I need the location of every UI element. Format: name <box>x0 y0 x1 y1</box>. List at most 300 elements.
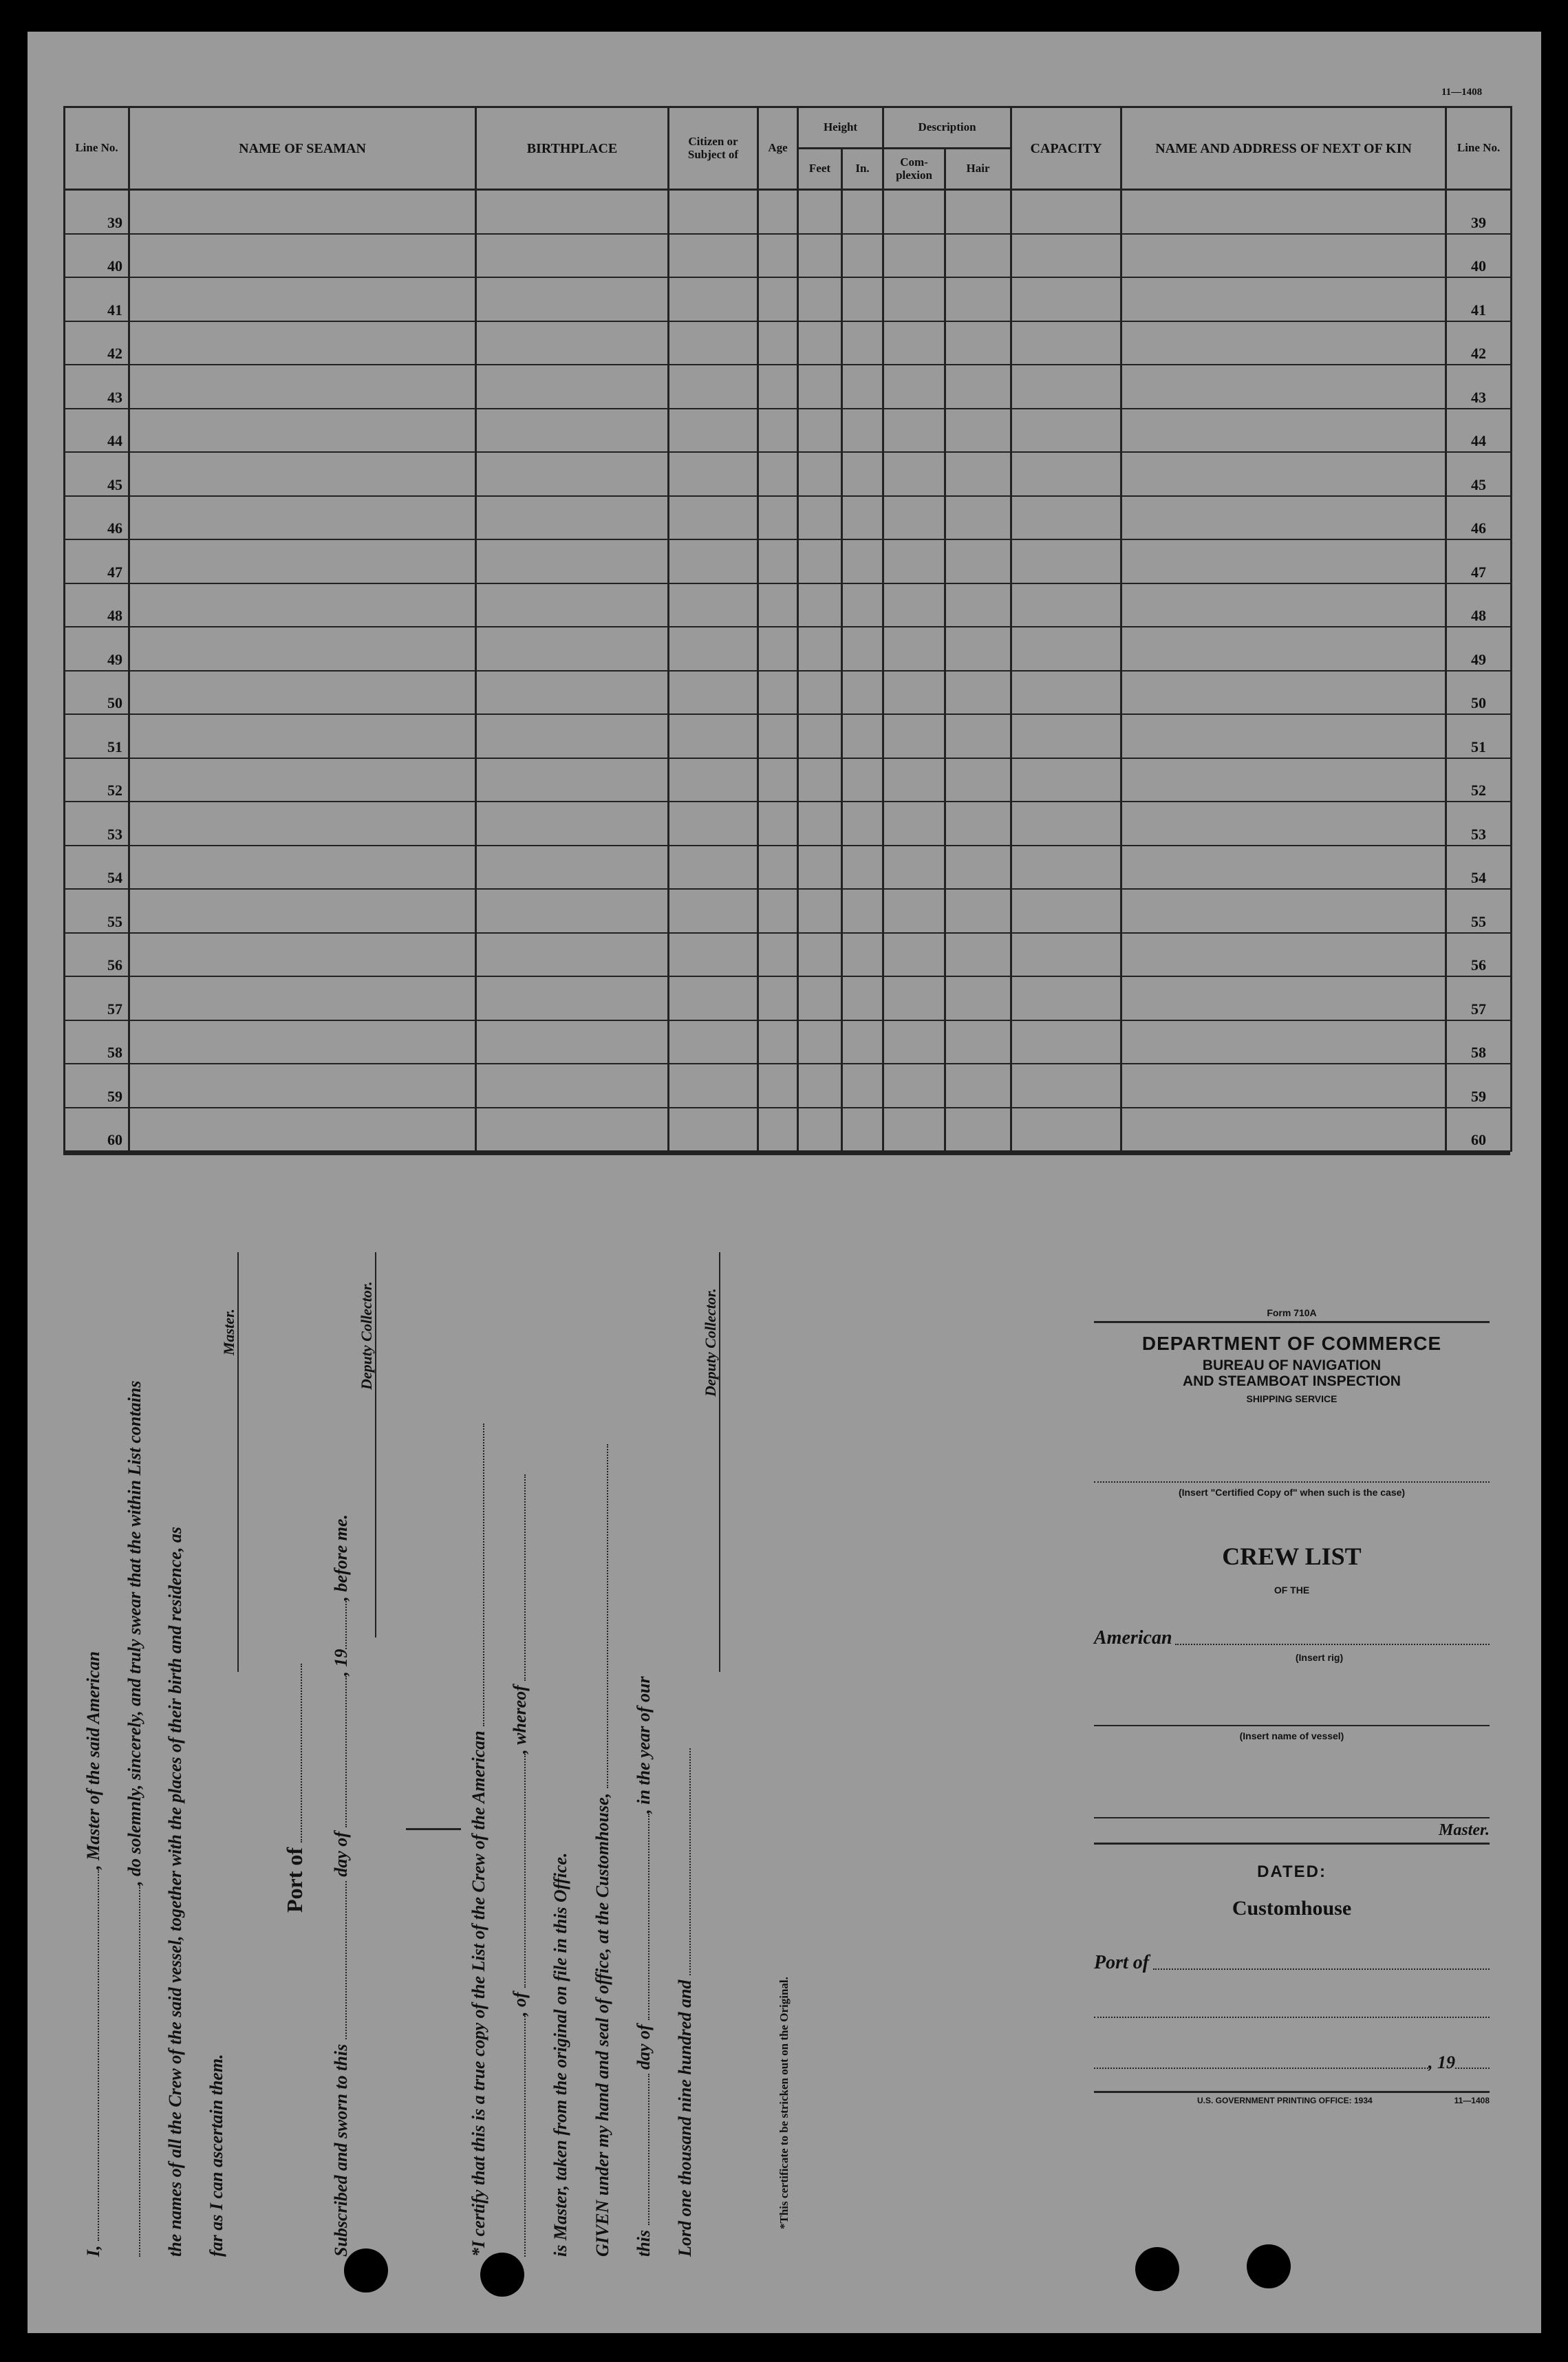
table-cell[interactable] <box>798 802 842 846</box>
table-cell[interactable] <box>842 583 883 627</box>
line-number: 42 <box>65 321 129 365</box>
dated-label: DATED: <box>1257 1862 1327 1882</box>
table-cell[interactable] <box>798 1064 842 1108</box>
table-cell[interactable] <box>842 976 883 1020</box>
table-cell[interactable] <box>669 583 758 627</box>
table-cell[interactable] <box>1011 889 1121 933</box>
table-cell[interactable] <box>129 1064 476 1108</box>
shipping-service: SHIPPING SERVICE <box>1246 1393 1338 1405</box>
table-cell[interactable] <box>842 714 883 758</box>
subscribed-day-field[interactable] <box>330 1881 347 2039</box>
table-cell[interactable] <box>669 539 758 583</box>
table-cell[interactable] <box>945 933 1011 977</box>
table-cell[interactable] <box>945 714 1011 758</box>
table-cell[interactable] <box>129 933 476 977</box>
table-cell[interactable] <box>669 365 758 409</box>
line-number: 46 <box>65 496 129 540</box>
table-cell[interactable] <box>945 409 1011 453</box>
certify-master-field[interactable] <box>509 1474 526 1681</box>
subscribed-year-field[interactable] <box>330 1601 347 1649</box>
table-cell[interactable] <box>669 976 758 1020</box>
table-row <box>65 627 1512 671</box>
line-number: 39 <box>65 190 129 234</box>
table-cell[interactable] <box>798 321 842 365</box>
line-number: 50 <box>65 671 129 715</box>
table-cell[interactable] <box>945 802 1011 846</box>
table-cell[interactable] <box>758 627 798 671</box>
table-cell[interactable] <box>1121 583 1446 627</box>
table-cell[interactable] <box>758 1064 798 1108</box>
table-cell[interactable] <box>758 976 798 1020</box>
table-cell[interactable] <box>798 583 842 627</box>
table-cell[interactable] <box>883 846 945 890</box>
table-cell[interactable] <box>842 627 883 671</box>
table-cell[interactable] <box>842 190 883 234</box>
table-cell[interactable] <box>129 452 476 496</box>
table-cell[interactable] <box>758 802 798 846</box>
table-cell[interactable] <box>129 190 476 234</box>
table-cell[interactable] <box>1011 234 1121 278</box>
table-cell[interactable] <box>883 1108 945 1152</box>
table-cell[interactable] <box>883 1020 945 1064</box>
table-cell[interactable] <box>1121 714 1446 758</box>
table-cell[interactable] <box>945 583 1011 627</box>
line-number-right: 59 <box>1446 1064 1512 1108</box>
table-cell[interactable] <box>1011 846 1121 890</box>
table-cell[interactable] <box>842 802 883 846</box>
table-cell[interactable] <box>758 846 798 890</box>
port-of-field[interactable] <box>286 1664 302 1843</box>
table-cell[interactable] <box>1121 1108 1446 1152</box>
table-cell[interactable] <box>842 889 883 933</box>
table-cell[interactable] <box>669 496 758 540</box>
table-cell[interactable] <box>842 1108 883 1152</box>
table-cell[interactable] <box>476 802 669 846</box>
table-cell[interactable] <box>669 802 758 846</box>
line-number-right: 51 <box>1446 714 1512 758</box>
table-cell[interactable] <box>798 1020 842 1064</box>
table-cell[interactable] <box>883 409 945 453</box>
table-cell[interactable] <box>883 933 945 977</box>
table-cell[interactable] <box>476 539 669 583</box>
table-cell[interactable] <box>1121 671 1446 715</box>
table-cell[interactable] <box>883 1064 945 1108</box>
line-number: 49 <box>65 627 129 671</box>
table-cell[interactable] <box>1121 802 1446 846</box>
table-cell[interactable] <box>798 365 842 409</box>
table-cell[interactable] <box>1121 627 1446 671</box>
line-number: 48 <box>65 583 129 627</box>
oath-i: I, <box>83 2245 103 2257</box>
table-cell[interactable] <box>883 365 945 409</box>
port-of-heading: Port of <box>282 1847 307 1913</box>
table-cell[interactable] <box>1011 1020 1121 1064</box>
table-cell[interactable] <box>476 496 669 540</box>
line-number: 58 <box>65 1020 129 1064</box>
table-cell[interactable] <box>798 976 842 1020</box>
table-cell[interactable] <box>798 1108 842 1152</box>
table-cell[interactable] <box>798 933 842 977</box>
table-cell[interactable] <box>1011 1064 1121 1108</box>
table-cell[interactable] <box>129 321 476 365</box>
table-cell[interactable] <box>669 933 758 977</box>
port-field-form[interactable] <box>1153 1967 1490 1970</box>
form-mid-rule <box>1094 1843 1490 1845</box>
table-cell[interactable] <box>669 627 758 671</box>
table-cell[interactable] <box>798 889 842 933</box>
table-cell[interactable] <box>758 321 798 365</box>
given-day-field[interactable] <box>633 2074 649 2225</box>
table-cell[interactable] <box>798 277 842 321</box>
table-cell[interactable] <box>945 539 1011 583</box>
table-row <box>65 846 1512 890</box>
year-19-label: , 19 <box>1428 2052 1455 2073</box>
table-cell[interactable] <box>758 409 798 453</box>
date-field-form[interactable] <box>1094 2066 1428 2069</box>
table-cell[interactable] <box>945 846 1011 890</box>
table-cell[interactable] <box>476 627 669 671</box>
table-cell[interactable] <box>842 234 883 278</box>
table-cell[interactable] <box>129 539 476 583</box>
table-cell[interactable] <box>842 365 883 409</box>
table-row <box>65 714 1512 758</box>
table-cell[interactable] <box>945 889 1011 933</box>
table-cell[interactable] <box>798 627 842 671</box>
vessel-rig-field[interactable] <box>1175 1642 1490 1645</box>
table-cell[interactable] <box>1121 758 1446 802</box>
table-cell[interactable] <box>758 277 798 321</box>
table-cell[interactable] <box>945 976 1011 1020</box>
table-cell[interactable] <box>669 452 758 496</box>
table-cell[interactable] <box>129 409 476 453</box>
line-number: 53 <box>65 802 129 846</box>
table-cell[interactable] <box>476 671 669 715</box>
line-number-right: 44 <box>1446 409 1512 453</box>
table-cell[interactable] <box>945 277 1011 321</box>
table-cell[interactable] <box>129 976 476 1020</box>
table-cell[interactable] <box>1011 496 1121 540</box>
table-cell[interactable] <box>476 365 669 409</box>
table-cell[interactable] <box>1011 714 1121 758</box>
table-cell[interactable] <box>945 671 1011 715</box>
table-cell[interactable] <box>669 846 758 890</box>
table-cell[interactable] <box>129 1108 476 1152</box>
subscribed-month-field[interactable] <box>330 1676 347 1827</box>
given-year-field[interactable] <box>674 1748 691 1975</box>
table-cell[interactable] <box>129 583 476 627</box>
table-cell[interactable] <box>798 190 842 234</box>
col-citizen: Citizen or Subject of <box>669 107 758 190</box>
table-cell[interactable] <box>669 190 758 234</box>
table-cell[interactable] <box>883 539 945 583</box>
crew-table-body <box>65 190 1512 1152</box>
table-cell[interactable] <box>945 627 1011 671</box>
table-cell[interactable] <box>129 234 476 278</box>
punch-hole-4 <box>1247 2244 1291 2288</box>
table-cell[interactable] <box>669 889 758 933</box>
col-feet: Feet <box>798 149 842 190</box>
table-cell[interactable] <box>1121 409 1446 453</box>
master-label-form: Master. <box>1438 1821 1490 1840</box>
table-cell[interactable] <box>476 321 669 365</box>
table-cell[interactable] <box>758 1020 798 1064</box>
vessel-name-line[interactable] <box>1094 1725 1490 1726</box>
table-cell[interactable] <box>883 802 945 846</box>
table-cell[interactable] <box>842 1064 883 1108</box>
table-cell[interactable] <box>1011 671 1121 715</box>
table-cell[interactable] <box>1011 452 1121 496</box>
table-cell[interactable] <box>1121 1064 1446 1108</box>
table-cell[interactable] <box>1121 321 1446 365</box>
table-cell[interactable] <box>1011 802 1121 846</box>
deputy-collector-label-1: Deputy Collector. <box>358 1281 375 1390</box>
table-cell[interactable] <box>129 496 476 540</box>
given-month-field[interactable] <box>633 1814 649 2020</box>
line-number: 52 <box>65 758 129 802</box>
col-capacity: CAPACITY <box>1011 107 1121 190</box>
table-cell[interactable] <box>842 409 883 453</box>
table-cell[interactable] <box>945 1064 1011 1108</box>
table-cell[interactable] <box>883 583 945 627</box>
table-cell[interactable] <box>1011 277 1121 321</box>
table-cell[interactable] <box>945 758 1011 802</box>
this-text: this <box>634 2229 654 2257</box>
table-cell[interactable] <box>129 671 476 715</box>
certify-port-field[interactable] <box>509 1754 526 1988</box>
table-cell[interactable] <box>669 321 758 365</box>
col-line-no: Line No. <box>65 107 129 190</box>
table-cell[interactable] <box>945 321 1011 365</box>
table-cell[interactable] <box>758 496 798 540</box>
table-cell[interactable] <box>1121 452 1446 496</box>
deputy-collector-label-2: Deputy Collector. <box>702 1288 719 1397</box>
table-cell[interactable] <box>669 671 758 715</box>
table-cell[interactable] <box>1121 277 1446 321</box>
table-cell[interactable] <box>476 1108 669 1152</box>
table-cell[interactable] <box>798 409 842 453</box>
line-number-right: 45 <box>1446 452 1512 496</box>
table-cell[interactable] <box>476 889 669 933</box>
table-cell[interactable] <box>669 1064 758 1108</box>
table-cell[interactable] <box>476 277 669 321</box>
table-cell[interactable] <box>476 190 669 234</box>
table-cell[interactable] <box>1121 539 1446 583</box>
table-cell[interactable] <box>1011 1108 1121 1152</box>
table-cell[interactable] <box>476 409 669 453</box>
subscribed-before-me: , before me. <box>331 1514 351 1601</box>
table-cell[interactable] <box>798 234 842 278</box>
table-cell[interactable] <box>945 1020 1011 1064</box>
table-cell[interactable] <box>1121 190 1446 234</box>
table-cell[interactable] <box>476 452 669 496</box>
year-field-form[interactable] <box>1455 2066 1490 2069</box>
table-cell[interactable] <box>1121 933 1446 977</box>
table-cell[interactable] <box>883 627 945 671</box>
table-cell[interactable] <box>129 846 476 890</box>
line-number-right: 56 <box>1446 933 1512 977</box>
table-cell[interactable] <box>758 933 798 977</box>
table-row <box>65 1108 1512 1152</box>
table-cell[interactable] <box>669 1020 758 1064</box>
table-cell[interactable] <box>669 234 758 278</box>
table-row <box>65 583 1512 627</box>
table-cell[interactable] <box>1121 496 1446 540</box>
table-cell[interactable] <box>798 671 842 715</box>
table-cell[interactable] <box>883 976 945 1020</box>
table-cell[interactable] <box>883 714 945 758</box>
table-cell[interactable] <box>758 889 798 933</box>
table-cell[interactable] <box>758 758 798 802</box>
table-cell[interactable] <box>129 758 476 802</box>
table-cell[interactable] <box>842 758 883 802</box>
table-cell[interactable] <box>758 365 798 409</box>
table-row <box>65 671 1512 715</box>
table-row <box>65 758 1512 802</box>
table-cell[interactable] <box>758 190 798 234</box>
table-cell[interactable] <box>842 496 883 540</box>
table-cell[interactable] <box>798 714 842 758</box>
table-cell[interactable] <box>945 365 1011 409</box>
table-cell[interactable] <box>883 277 945 321</box>
table-cell[interactable] <box>129 714 476 758</box>
table-cell[interactable] <box>129 1020 476 1064</box>
table-cell[interactable] <box>798 846 842 890</box>
table-cell[interactable] <box>1121 889 1446 933</box>
table-cell[interactable] <box>129 365 476 409</box>
line-number: 43 <box>65 365 129 409</box>
table-cell[interactable] <box>1121 846 1446 890</box>
line-number: 51 <box>65 714 129 758</box>
table-cell[interactable] <box>1011 365 1121 409</box>
certify-name-field[interactable] <box>509 2016 526 2257</box>
line-number-right: 47 <box>1446 539 1512 583</box>
table-cell[interactable] <box>758 714 798 758</box>
table-cell[interactable] <box>758 234 798 278</box>
table-cell[interactable] <box>1011 758 1121 802</box>
table-cell[interactable] <box>842 846 883 890</box>
table-cell[interactable] <box>842 539 883 583</box>
table-cell[interactable] <box>798 758 842 802</box>
table-cell[interactable] <box>669 714 758 758</box>
table-row <box>65 496 1512 540</box>
table-cell[interactable] <box>758 539 798 583</box>
master-name-line[interactable] <box>1094 1817 1490 1818</box>
table-cell[interactable] <box>945 496 1011 540</box>
line-number-right: 57 <box>1446 976 1512 1020</box>
table-cell[interactable] <box>1011 409 1121 453</box>
table-cell[interactable] <box>476 758 669 802</box>
table-cell[interactable] <box>1121 365 1446 409</box>
table-cell[interactable] <box>476 1064 669 1108</box>
table-cell[interactable] <box>798 539 842 583</box>
table-cell[interactable] <box>669 277 758 321</box>
table-cell[interactable] <box>945 452 1011 496</box>
table-cell[interactable] <box>129 277 476 321</box>
table-cell[interactable] <box>1011 627 1121 671</box>
master-name-field[interactable] <box>83 1869 99 2241</box>
table-cell[interactable] <box>842 1020 883 1064</box>
table-cell[interactable] <box>476 933 669 977</box>
col-birthplace: BIRTHPLACE <box>476 107 669 190</box>
table-cell[interactable] <box>883 321 945 365</box>
table-cell[interactable] <box>129 627 476 671</box>
table-cell[interactable] <box>476 234 669 278</box>
table-cell[interactable] <box>883 496 945 540</box>
table-cell[interactable] <box>842 321 883 365</box>
table-cell[interactable] <box>476 976 669 1020</box>
table-cell[interactable] <box>1011 190 1121 234</box>
table-cell[interactable] <box>1121 234 1446 278</box>
table-cell[interactable] <box>883 671 945 715</box>
table-cell[interactable] <box>476 846 669 890</box>
certified-copy-field[interactable] <box>1094 1480 1490 1483</box>
table-cell[interactable] <box>1011 583 1121 627</box>
subscribed-day-of: day of <box>331 1832 351 1877</box>
table-cell[interactable] <box>669 758 758 802</box>
insert-certified-note: (Insert "Certified Copy of" when such is the case) <box>1178 1487 1406 1499</box>
table-cell[interactable] <box>758 671 798 715</box>
table-cell[interactable] <box>945 190 1011 234</box>
table-cell[interactable] <box>798 496 842 540</box>
table-cell[interactable] <box>476 714 669 758</box>
table-cell[interactable] <box>842 277 883 321</box>
port-field-line-2[interactable] <box>1094 2015 1490 2018</box>
table-cell[interactable] <box>1011 933 1121 977</box>
table-cell[interactable] <box>1011 321 1121 365</box>
table-cell[interactable] <box>883 190 945 234</box>
table-cell[interactable] <box>842 933 883 977</box>
table-cell[interactable] <box>758 452 798 496</box>
oath-master-of: , Master of the said American <box>83 1651 103 1869</box>
table-cell[interactable] <box>883 758 945 802</box>
line-number: 60 <box>65 1108 129 1152</box>
table-cell[interactable] <box>129 802 476 846</box>
table-cell[interactable] <box>945 1108 1011 1152</box>
table-cell[interactable] <box>842 452 883 496</box>
table-cell[interactable] <box>1121 976 1446 1020</box>
line-number-right: 42 <box>1446 321 1512 365</box>
table-cell[interactable] <box>798 452 842 496</box>
table-cell[interactable] <box>476 583 669 627</box>
vessel-name-field[interactable] <box>124 1885 140 2257</box>
table-cell[interactable] <box>129 889 476 933</box>
table-cell[interactable] <box>842 671 883 715</box>
form-code: 11—1408 <box>1441 87 1483 98</box>
bureau-line-2: AND STEAMBOAT INSPECTION <box>1183 1373 1401 1390</box>
table-cell[interactable] <box>1121 1020 1446 1064</box>
table-cell[interactable] <box>1011 976 1121 1020</box>
table-cell[interactable] <box>945 234 1011 278</box>
table-cell[interactable] <box>883 234 945 278</box>
line-number-right: 50 <box>1446 671 1512 715</box>
table-cell[interactable] <box>669 409 758 453</box>
table-cell[interactable] <box>883 452 945 496</box>
table-cell[interactable] <box>883 889 945 933</box>
table-cell[interactable] <box>1011 539 1121 583</box>
table-cell[interactable] <box>758 1108 798 1152</box>
table-row <box>65 976 1512 1020</box>
table-row <box>65 889 1512 933</box>
certify-vessel-field[interactable] <box>468 1424 484 1726</box>
punch-hole-3 <box>1135 2247 1179 2291</box>
table-cell[interactable] <box>669 1108 758 1152</box>
form-710a <box>1094 1307 1490 2105</box>
insert-rig-note: (Insert rig) <box>1295 1652 1344 1664</box>
customhouse-field[interactable] <box>592 1444 608 1788</box>
table-cell[interactable] <box>476 1020 669 1064</box>
table-cell[interactable] <box>758 583 798 627</box>
certify-master-line: is Master, taken from the original on file in this Office. <box>550 1852 570 2257</box>
